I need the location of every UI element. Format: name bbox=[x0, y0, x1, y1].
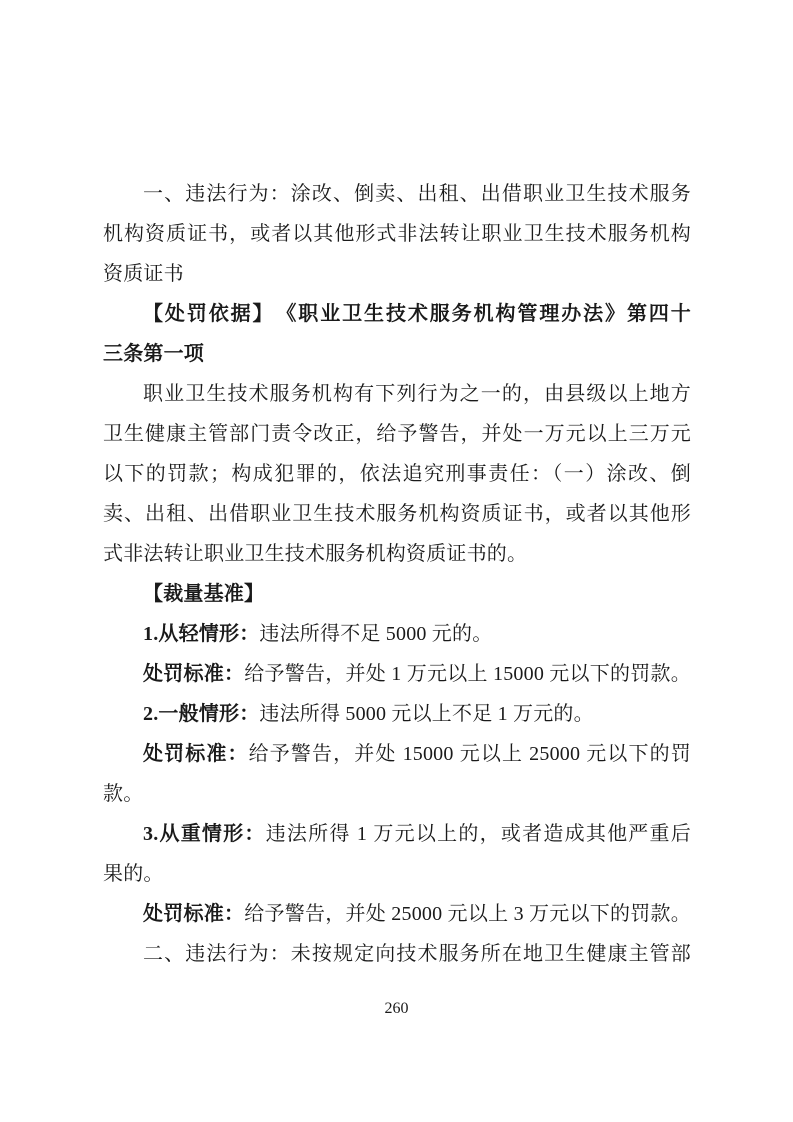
text-run: 违法所得 1 万元以上的，或者造成其他严重后 bbox=[265, 823, 692, 845]
page-number: 260 bbox=[384, 1000, 409, 1017]
bold-text-run: 1.从轻情形： bbox=[143, 623, 260, 645]
bold-text-run: 三条第一项 bbox=[103, 343, 204, 365]
text-run: 资质证书 bbox=[103, 263, 184, 285]
text-run: 职业卫生技术服务机构有下列行为之一的，由县级以上地方 bbox=[143, 383, 691, 405]
text-run: 卖、出租、出借职业卫生技术服务机构资质证书，或者以其他形 bbox=[103, 503, 691, 525]
text-line bbox=[103, 574, 691, 614]
text-line bbox=[103, 294, 691, 334]
bold-text-run: 处罚标准： bbox=[143, 663, 245, 685]
text-run: 款。 bbox=[103, 783, 144, 805]
text-line bbox=[103, 694, 691, 734]
document-body bbox=[103, 174, 691, 974]
text-line bbox=[103, 334, 691, 374]
text-line bbox=[103, 734, 691, 774]
bold-text-run: 2.一般情形： bbox=[143, 703, 260, 725]
text-line bbox=[103, 534, 691, 574]
text-run: 二、违法行为：未按规定向技术服务所在地卫生健康主管部 bbox=[143, 943, 691, 965]
bold-text-run: 【处罚依据】 《职业卫生技术服务机构管理办法》第四十 bbox=[143, 303, 691, 325]
text-line bbox=[103, 414, 691, 454]
text-run: 式非法转让职业卫生技术服务机构资质证书的。 bbox=[103, 543, 528, 565]
page-footer bbox=[0, 997, 793, 1021]
text-run: 机构资质证书，或者以其他形式非法转让职业卫生技术服务机构 bbox=[103, 223, 691, 245]
text-run: 给予警告，并处 15000 元以上 25000 元以下的罚 bbox=[248, 743, 691, 765]
bold-text-run: 处罚标准： bbox=[143, 743, 249, 765]
text-line bbox=[103, 654, 691, 694]
text-run: 给予警告，并处 25000 元以上 3 万元以下的罚款。 bbox=[244, 903, 692, 925]
text-line bbox=[103, 934, 691, 974]
text-line bbox=[103, 774, 691, 814]
text-run: 一、违法行为：涂改、倒卖、出租、出借职业卫生技术服务 bbox=[143, 183, 691, 205]
text-run: 违法所得不足 5000 元的。 bbox=[259, 623, 493, 645]
text-run: 以下的罚款；构成犯罪的，依法追究刑事责任：（一）涂改、倒 bbox=[103, 463, 691, 485]
text-line bbox=[103, 454, 691, 494]
text-line bbox=[103, 894, 691, 934]
text-line bbox=[103, 814, 691, 854]
text-line bbox=[103, 614, 691, 654]
text-line bbox=[103, 174, 691, 214]
text-line bbox=[103, 374, 691, 414]
text-line bbox=[103, 494, 691, 534]
text-line bbox=[103, 854, 691, 894]
text-line bbox=[103, 214, 691, 254]
text-run: 卫生健康主管部门责令改正，给予警告，并处一万元以上三万元 bbox=[103, 423, 691, 445]
bold-text-run: 3.从重情形： bbox=[143, 823, 266, 845]
text-run: 给予警告，并处 1 万元以上 15000 元以下的罚款。 bbox=[244, 663, 692, 685]
text-run: 果的。 bbox=[103, 863, 164, 885]
text-run: 违法所得 5000 元以上不足 1 万元的。 bbox=[259, 703, 594, 725]
bold-text-run: 【裁量基准】 bbox=[143, 583, 265, 605]
bold-text-run: 处罚标准： bbox=[143, 903, 245, 925]
text-line bbox=[103, 254, 691, 294]
